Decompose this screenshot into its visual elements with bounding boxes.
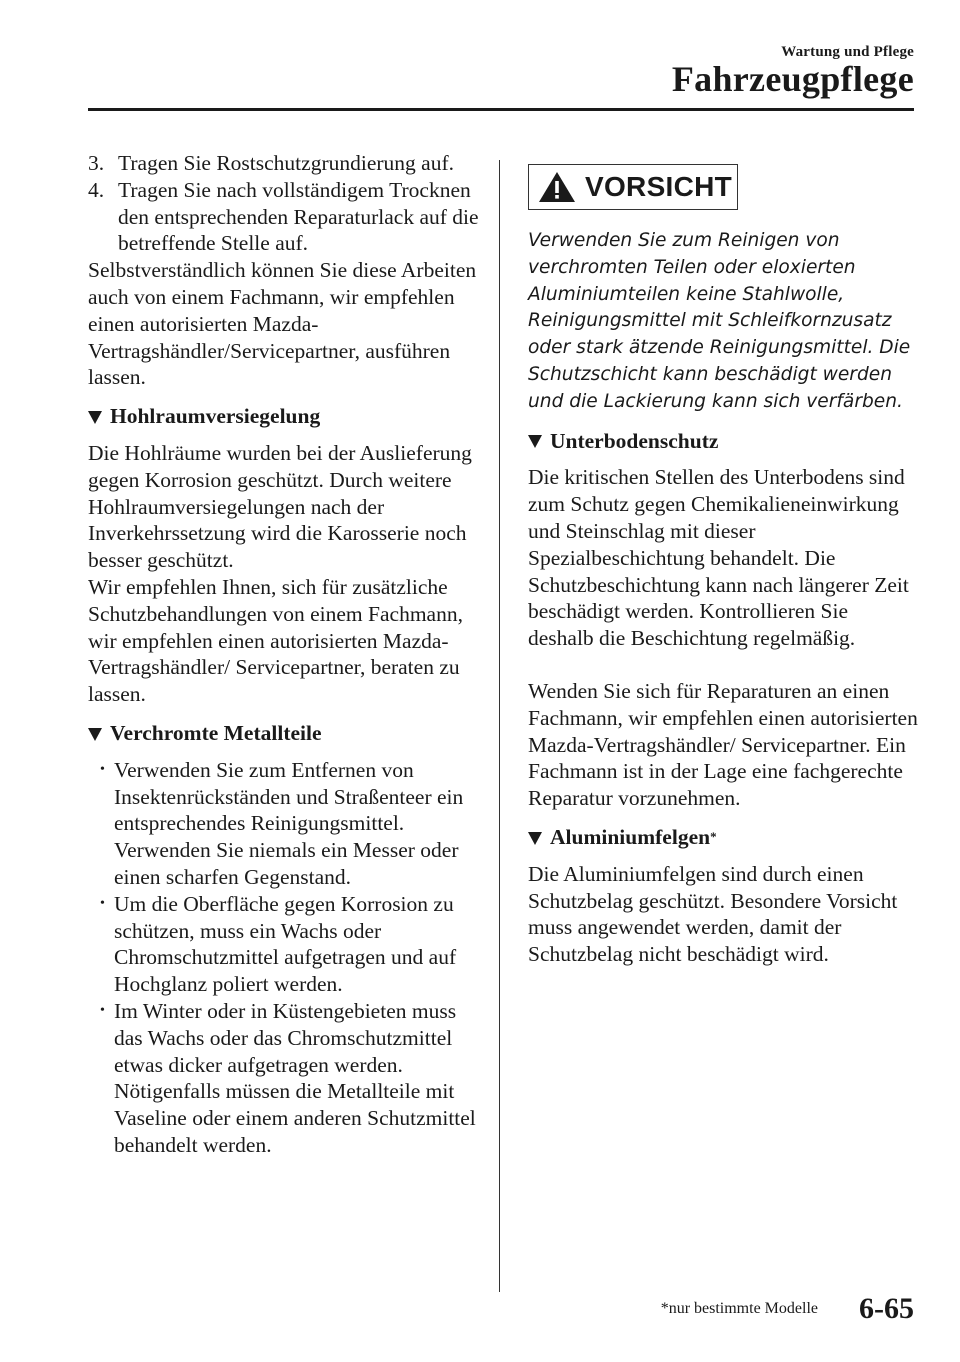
bullet-item	[88, 998, 480, 1159]
unterboden-text-2: Wenden Sie sich für Reparaturen an einen Fachmann, wir empfehlen einen autorisierten Mazda-Vertragshändler/ Servicepartner. Ein Fachmann ist in der Lage eine fachgerechte Reparatur vorzunehmen.	[528, 678, 918, 811]
header-rule	[88, 108, 914, 111]
left-column	[88, 150, 480, 1159]
step-item	[88, 150, 480, 177]
triangle-down-icon	[88, 411, 102, 424]
heading-alu: Aluminiumfelgen *	[528, 824, 918, 851]
warning-label: VORSICHT	[585, 170, 733, 202]
bullet-dot-icon: •	[100, 895, 105, 911]
heading-verchromt	[88, 720, 480, 747]
heading-text: Aluminiumfelgen	[550, 824, 711, 849]
bullet-text: Um die Oberfläche gegen Korrosion zu schützen, muss ein Wachs oder Chromschutzmittel aufgetragen und auf Hochglanz poliert werden.	[114, 891, 457, 997]
step-text: Tragen Sie nach vollständigem Trocknen den entsprechenden Reparaturlack auf die betreffende Stelle auf.	[118, 177, 479, 256]
page-title: Fahrzeugpflege	[671, 59, 914, 99]
bullet-text: Im Winter oder in Küstengebieten muss das Wachs oder das Chromschutzmittel etwas dicker aufgetragen werden. Nötigenfalls müssen die Metallteile mit Vaseline oder einem anderen Schutzmittel behandelt werden.	[114, 998, 476, 1157]
step-text: Tragen Sie Rostschutzgrundierung auf.	[118, 151, 454, 175]
column-divider	[499, 160, 500, 1292]
hohlraum-text-1: Die Hohlräume wurden bei der Auslieferung gegen Korrosion geschützt. Durch weitere Hohlraumversiegelungen nach der Inverkehrssetzung wird die Karosserie noch besser geschützt.	[88, 440, 472, 573]
bullet-text: Verwenden Sie zum Entfernen von Insektenrückständen und Straßenteer ein entsprechendes Reinigungsmittel. Verwenden Sie niemals ein Messer oder einen scharfen Gegenstand.	[114, 757, 464, 889]
heading-unterboden	[528, 428, 918, 455]
heading-text: Verchromte Metallteile	[110, 720, 322, 745]
heading-text: Hohlraumversiegelung	[110, 404, 321, 429]
step-number: 3.	[88, 151, 105, 175]
hohlraum-text-2: Wir empfehlen Ihnen, sich für zusätzliche Schutzbehandlungen von einem Fachmann, wir empfehlen einen autorisierten Mazda-Vertragshändler/ Servicepartner, beraten zu lassen.	[88, 574, 463, 707]
unterboden-text-1: Die kritischen Stellen des Unterbodens sind zum Schutz gegen Chemikalieneinwirkung und Steinschlag mit dieser Spezialbeschichtung behandelt. Die Schutzbeschichtung kann nach längerer Zeit beschädigt werden. Kontrollieren Sie deshalb die Beschichtung regelmäßig.	[528, 465, 909, 651]
triangle-down-icon	[88, 728, 102, 741]
bullet-item	[88, 757, 480, 891]
warning-box	[528, 164, 738, 210]
right-column	[528, 150, 918, 968]
paragraph-spacer	[528, 652, 918, 678]
alu-text: Die Aluminiumfelgen sind durch einen Schutzbelag geschützt. Besondere Vorsicht muss angewendet werden, damit der Schutzbelag nicht beschädigt wird.	[528, 861, 898, 967]
bullet-dot-icon: •	[100, 1002, 105, 1018]
page-number: 6-65	[859, 1292, 914, 1325]
warning-text: Verwenden Sie zum Reinigen von verchromten Teilen oder eloxierten Aluminiumteilen keine Stahlwolle, Reinigungsmittel mit Schleifkornzusatz oder stark ätzende Reinigungsmittel. Die Schutzschicht kann beschädigt werden und die Lackierung kann sich verfärben.	[528, 230, 911, 412]
header-section: Wartung und Pflege	[781, 44, 914, 60]
heading-hohlraum	[88, 403, 480, 430]
warning-icon	[537, 170, 577, 204]
step-number: 4.	[88, 177, 105, 202]
steps-note: Selbstverständlich können Sie diese Arbeiten auch von einem Fachmann, wir empfehlen einen autorisierten Mazda-Vertragshändler/Servicepartner, ausführen lassen.	[88, 258, 477, 390]
footnote: *nur bestimmte Modelle	[660, 1300, 818, 1317]
triangle-down-icon	[528, 435, 542, 448]
heading-text: Unterbodenschutz	[550, 428, 719, 453]
bullet-item	[88, 891, 480, 998]
triangle-down-icon	[528, 832, 542, 845]
bullet-dot-icon: •	[100, 761, 105, 777]
step-item	[88, 177, 480, 257]
